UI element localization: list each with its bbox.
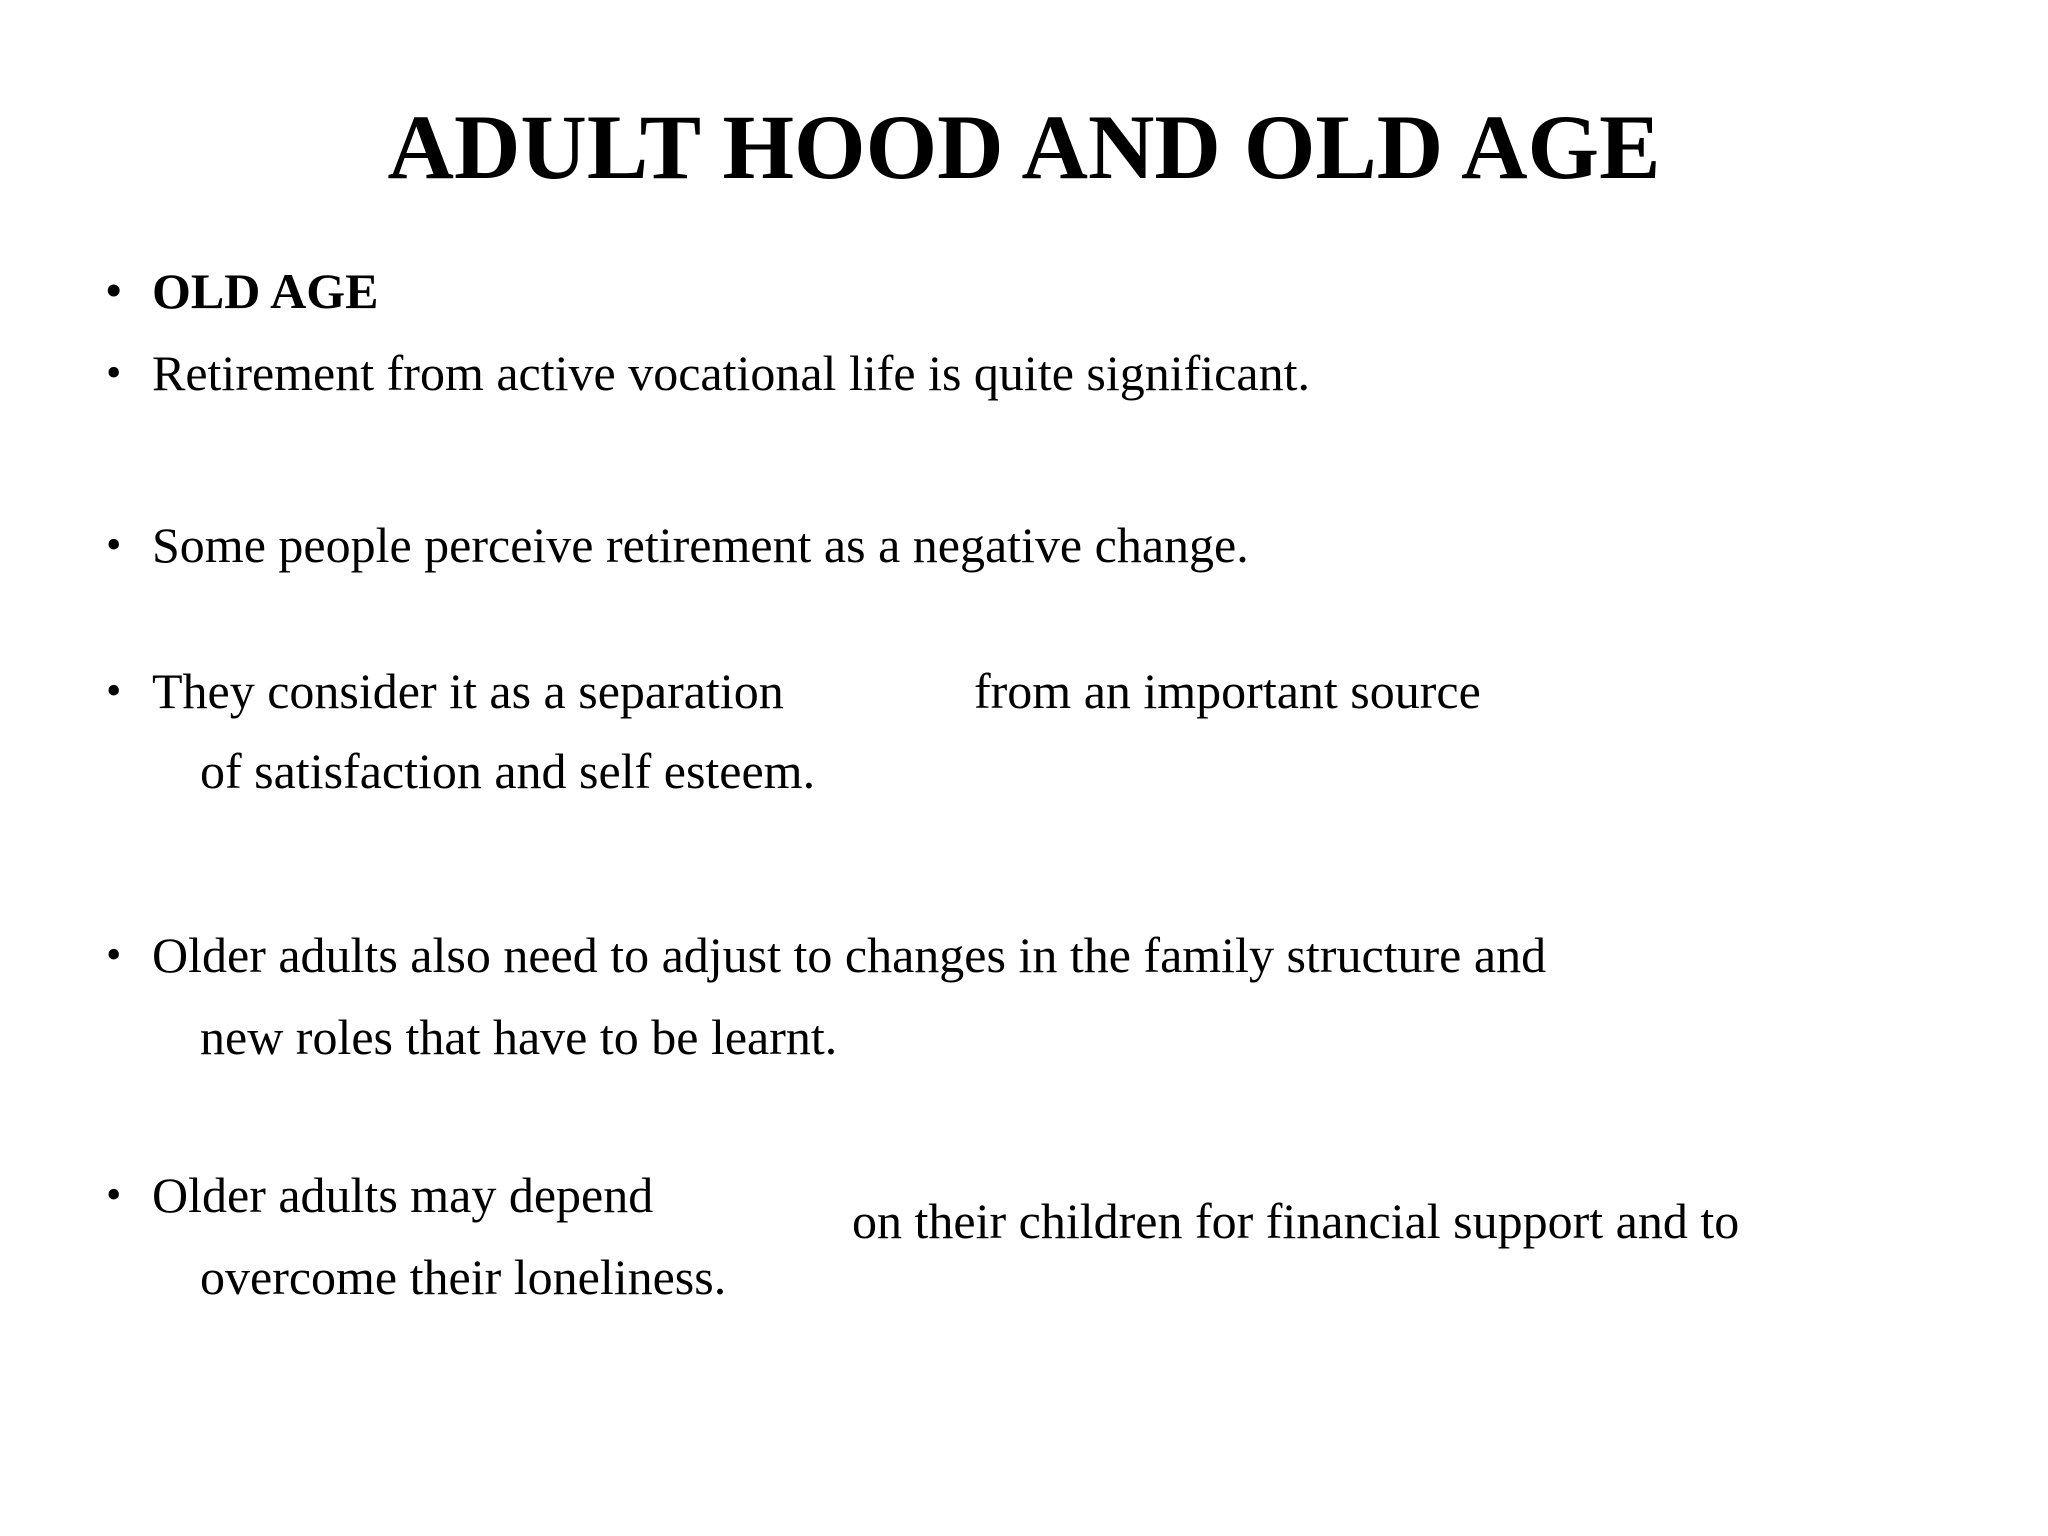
bullet-dot: • <box>106 1170 122 1219</box>
bullet-dot: • <box>106 520 122 569</box>
bullet-item-retirement <box>106 344 1310 402</box>
bullet-dot: • <box>106 666 122 715</box>
bullet-item-negative-change <box>106 516 1249 574</box>
bullet-text-part-a: Older adults may depend <box>152 1167 654 1223</box>
bullet-text-part-b: on their children for financial support and to <box>852 1193 1740 1249</box>
bullet-item-old-age <box>106 262 379 320</box>
bullet-text-continuation: overcome their loneliness. <box>200 1249 727 1305</box>
bullet-text: Older adults also need to adjust to changes in the family structure and <box>152 927 1547 983</box>
bullet-item-separation <box>106 662 784 720</box>
bullet-text-continuation: new roles that have to be learnt. <box>200 1009 838 1065</box>
bullet-dot: • <box>106 266 122 315</box>
bullet-text-part-a: They consider it as a separation <box>152 663 784 719</box>
bullet-text: OLD AGE <box>152 263 379 319</box>
bullet-item-family-structure <box>106 926 1547 984</box>
bullet-dot: • <box>106 348 122 397</box>
slide-title: ADULT HOOD AND OLD AGE <box>387 96 1661 198</box>
bullet-dot: • <box>106 930 122 979</box>
bullet-text-continuation: of satisfaction and self esteem. <box>200 743 816 799</box>
bullet-text-part-b: from an important source <box>974 663 1481 719</box>
bullet-text: Some people perceive retirement as a negative change. <box>152 517 1249 573</box>
bullet-item-depend <box>106 1166 654 1224</box>
bullet-text: Retirement from active vocational life is quite significant. <box>152 345 1310 401</box>
